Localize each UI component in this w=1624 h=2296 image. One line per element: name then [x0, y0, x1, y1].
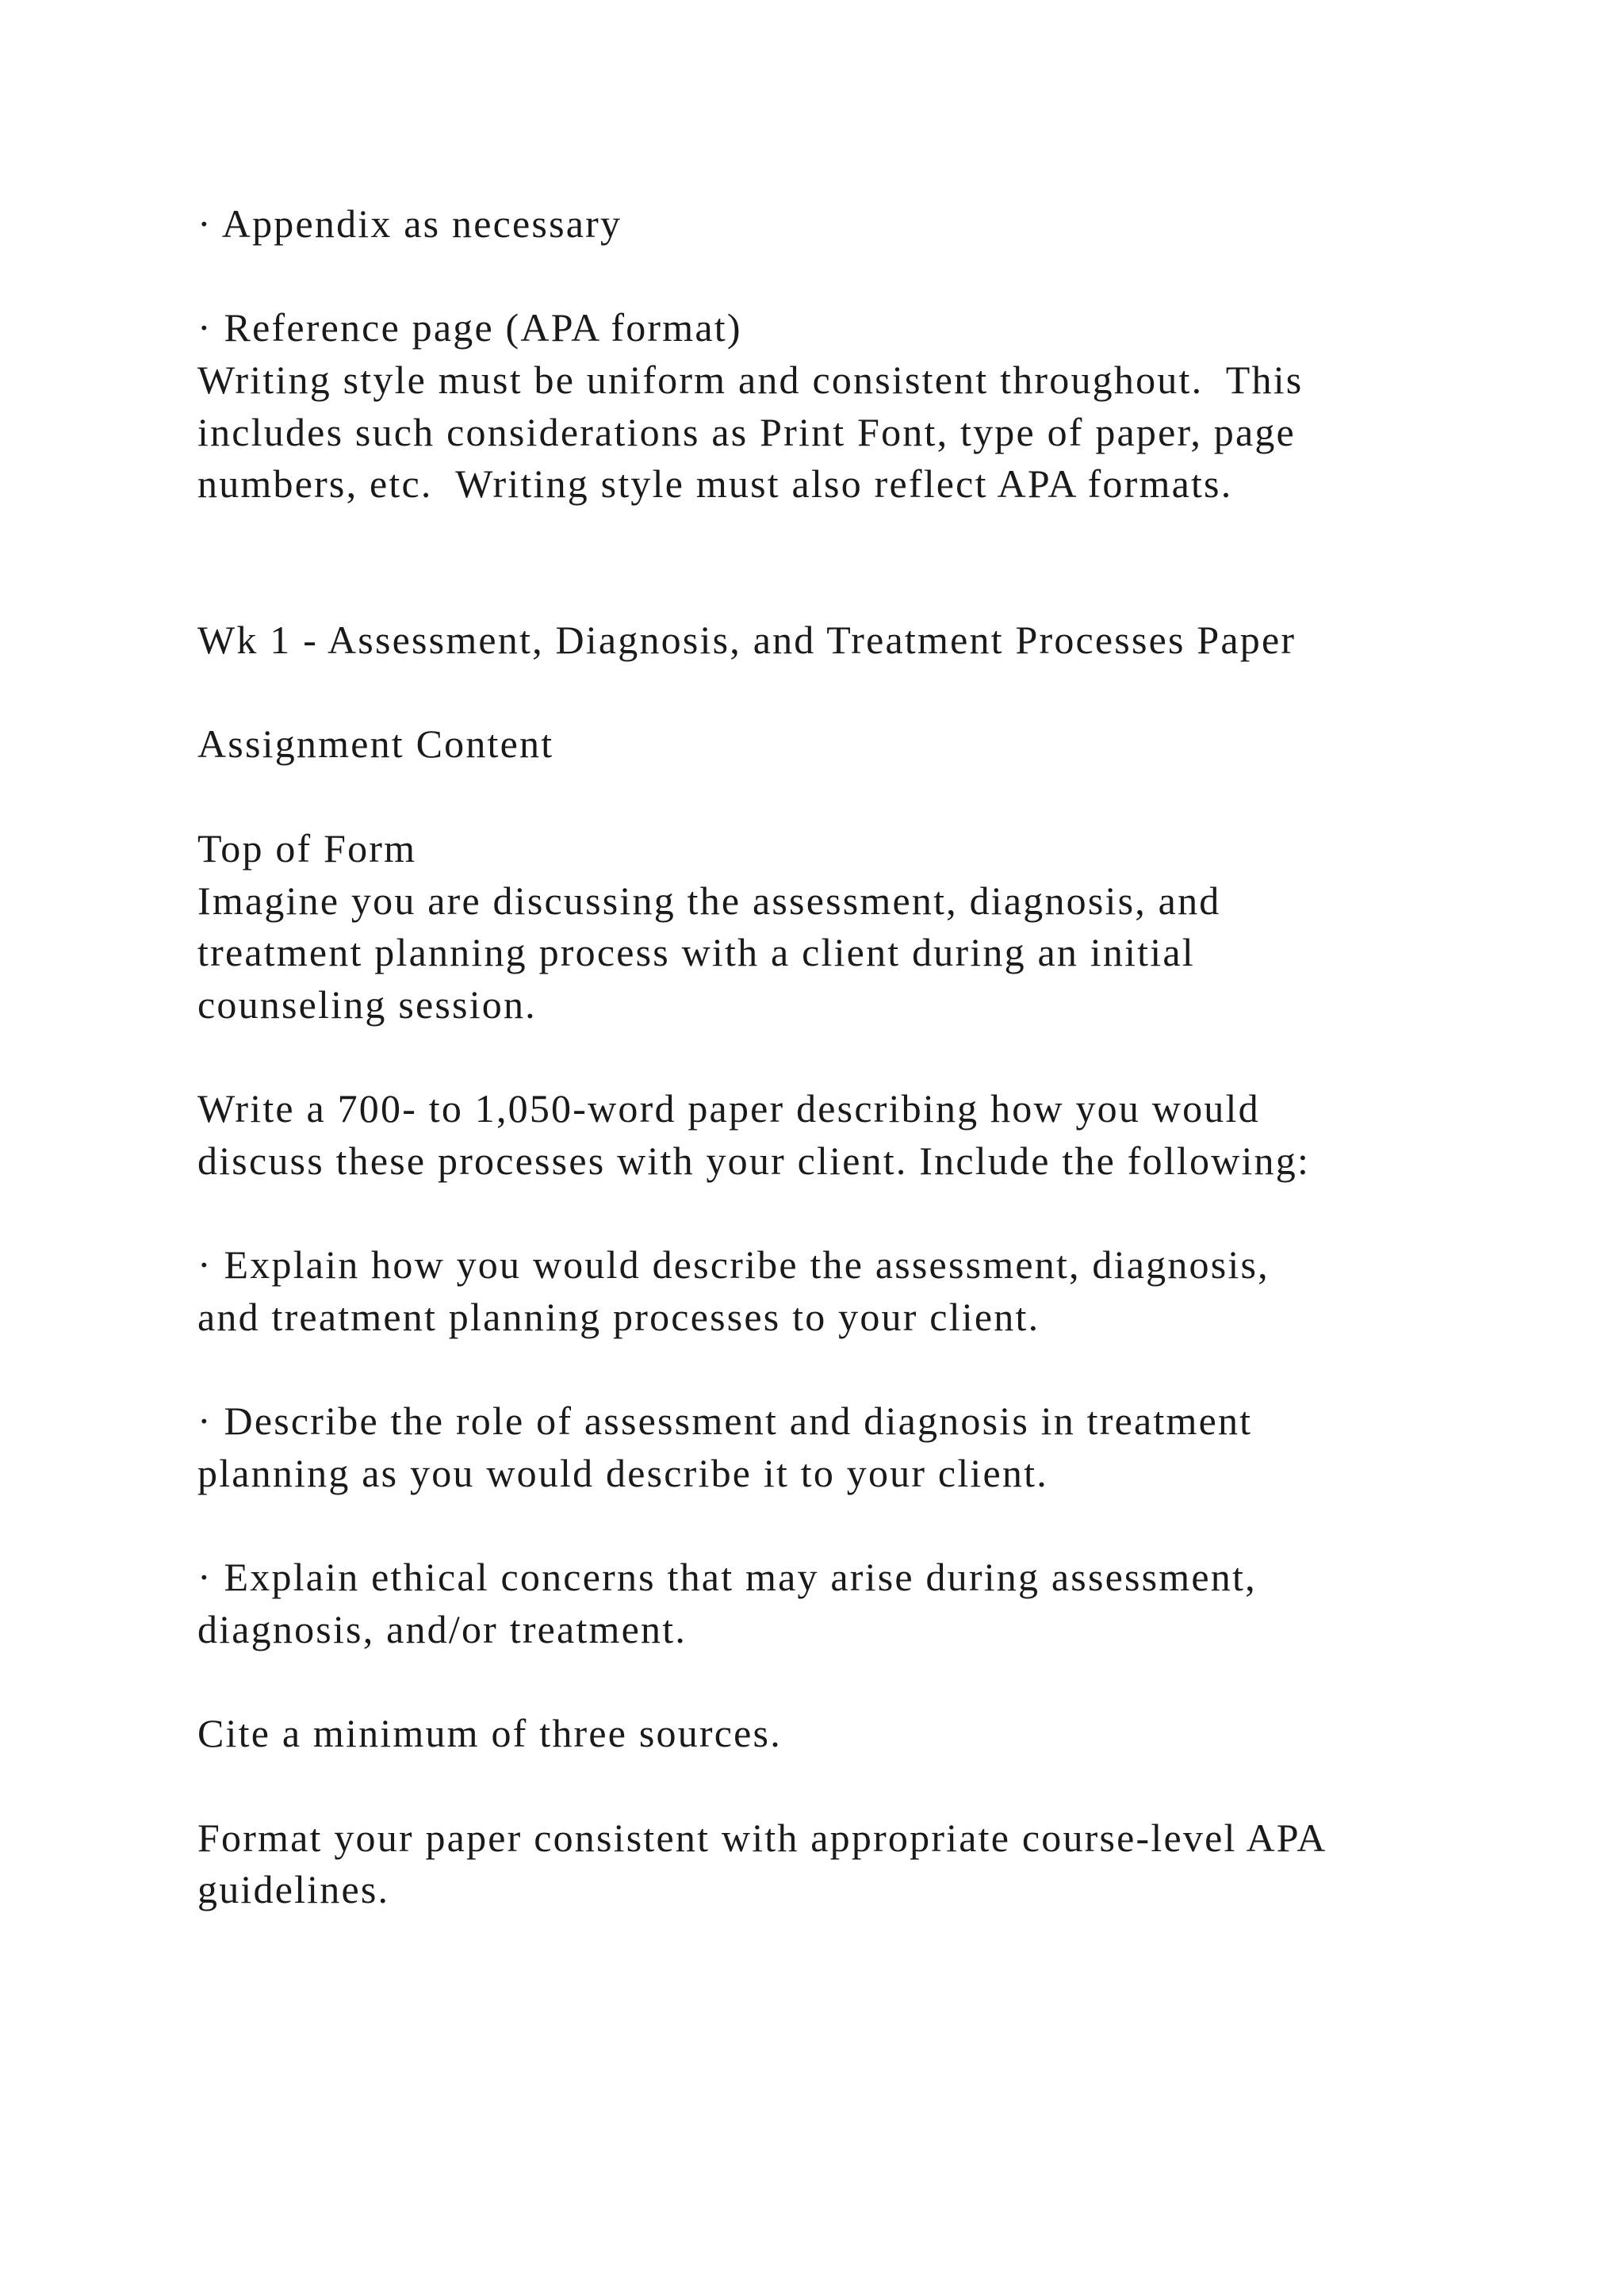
format-requirement-line-1: Format your paper consistent with appropriate course-level APA	[197, 1816, 1327, 1860]
style-paragraph-line-2: includes such considerations as Print Font, type of paper, page	[197, 410, 1296, 454]
intro-paragraph-line-2: treatment planning process with a client during an initial	[197, 930, 1195, 974]
style-paragraph-line-3: numbers, etc. Writing style must also reflect APA formats.	[197, 461, 1233, 506]
assignment-content-heading: Assignment Content	[197, 721, 554, 766]
bullet-describe-role-line-1: · Describe the role of assessment and diagnosis in treatment	[197, 1399, 1253, 1443]
style-paragraph-line-1: Writing style must be uniform and consistent throughout. This	[197, 358, 1304, 402]
instruction-paragraph-line-2: discuss these processes with your client. Include the following:	[197, 1138, 1311, 1183]
intro-paragraph-line-1: Imagine you are discussing the assessment, diagnosis, and	[197, 878, 1221, 923]
intro-paragraph-line-3: counseling session.	[197, 982, 537, 1027]
citation-requirement: Cite a minimum of three sources.	[197, 1711, 782, 1755]
instruction-paragraph-line-1: Write a 700- to 1,050-word paper describing how you would	[197, 1086, 1260, 1131]
format-requirement-line-2: guidelines.	[197, 1867, 390, 1911]
bullet-ethical-concerns-line-2: diagnosis, and/or treatment.	[197, 1607, 688, 1651]
assignment-title: Wk 1 - Assessment, Diagnosis, and Treatment Processes Paper	[197, 618, 1297, 662]
bullet-describe-role-line-2: planning as you would describe it to your client.	[197, 1451, 1048, 1495]
bullet-ethical-concerns-line-1: · Explain ethical concerns that may arise during assessment,	[197, 1555, 1257, 1599]
bullet-reference-page: · Reference page (APA format)	[197, 305, 742, 350]
bullet-appendix: · Appendix as necessary	[197, 201, 622, 246]
bullet-explain-processes-line-2: and treatment planning processes to your client.	[197, 1295, 1040, 1339]
bullet-explain-processes-line-1: · Explain how you would describe the assessment, diagnosis,	[197, 1242, 1270, 1287]
top-of-form-label: Top of Form	[197, 826, 417, 871]
